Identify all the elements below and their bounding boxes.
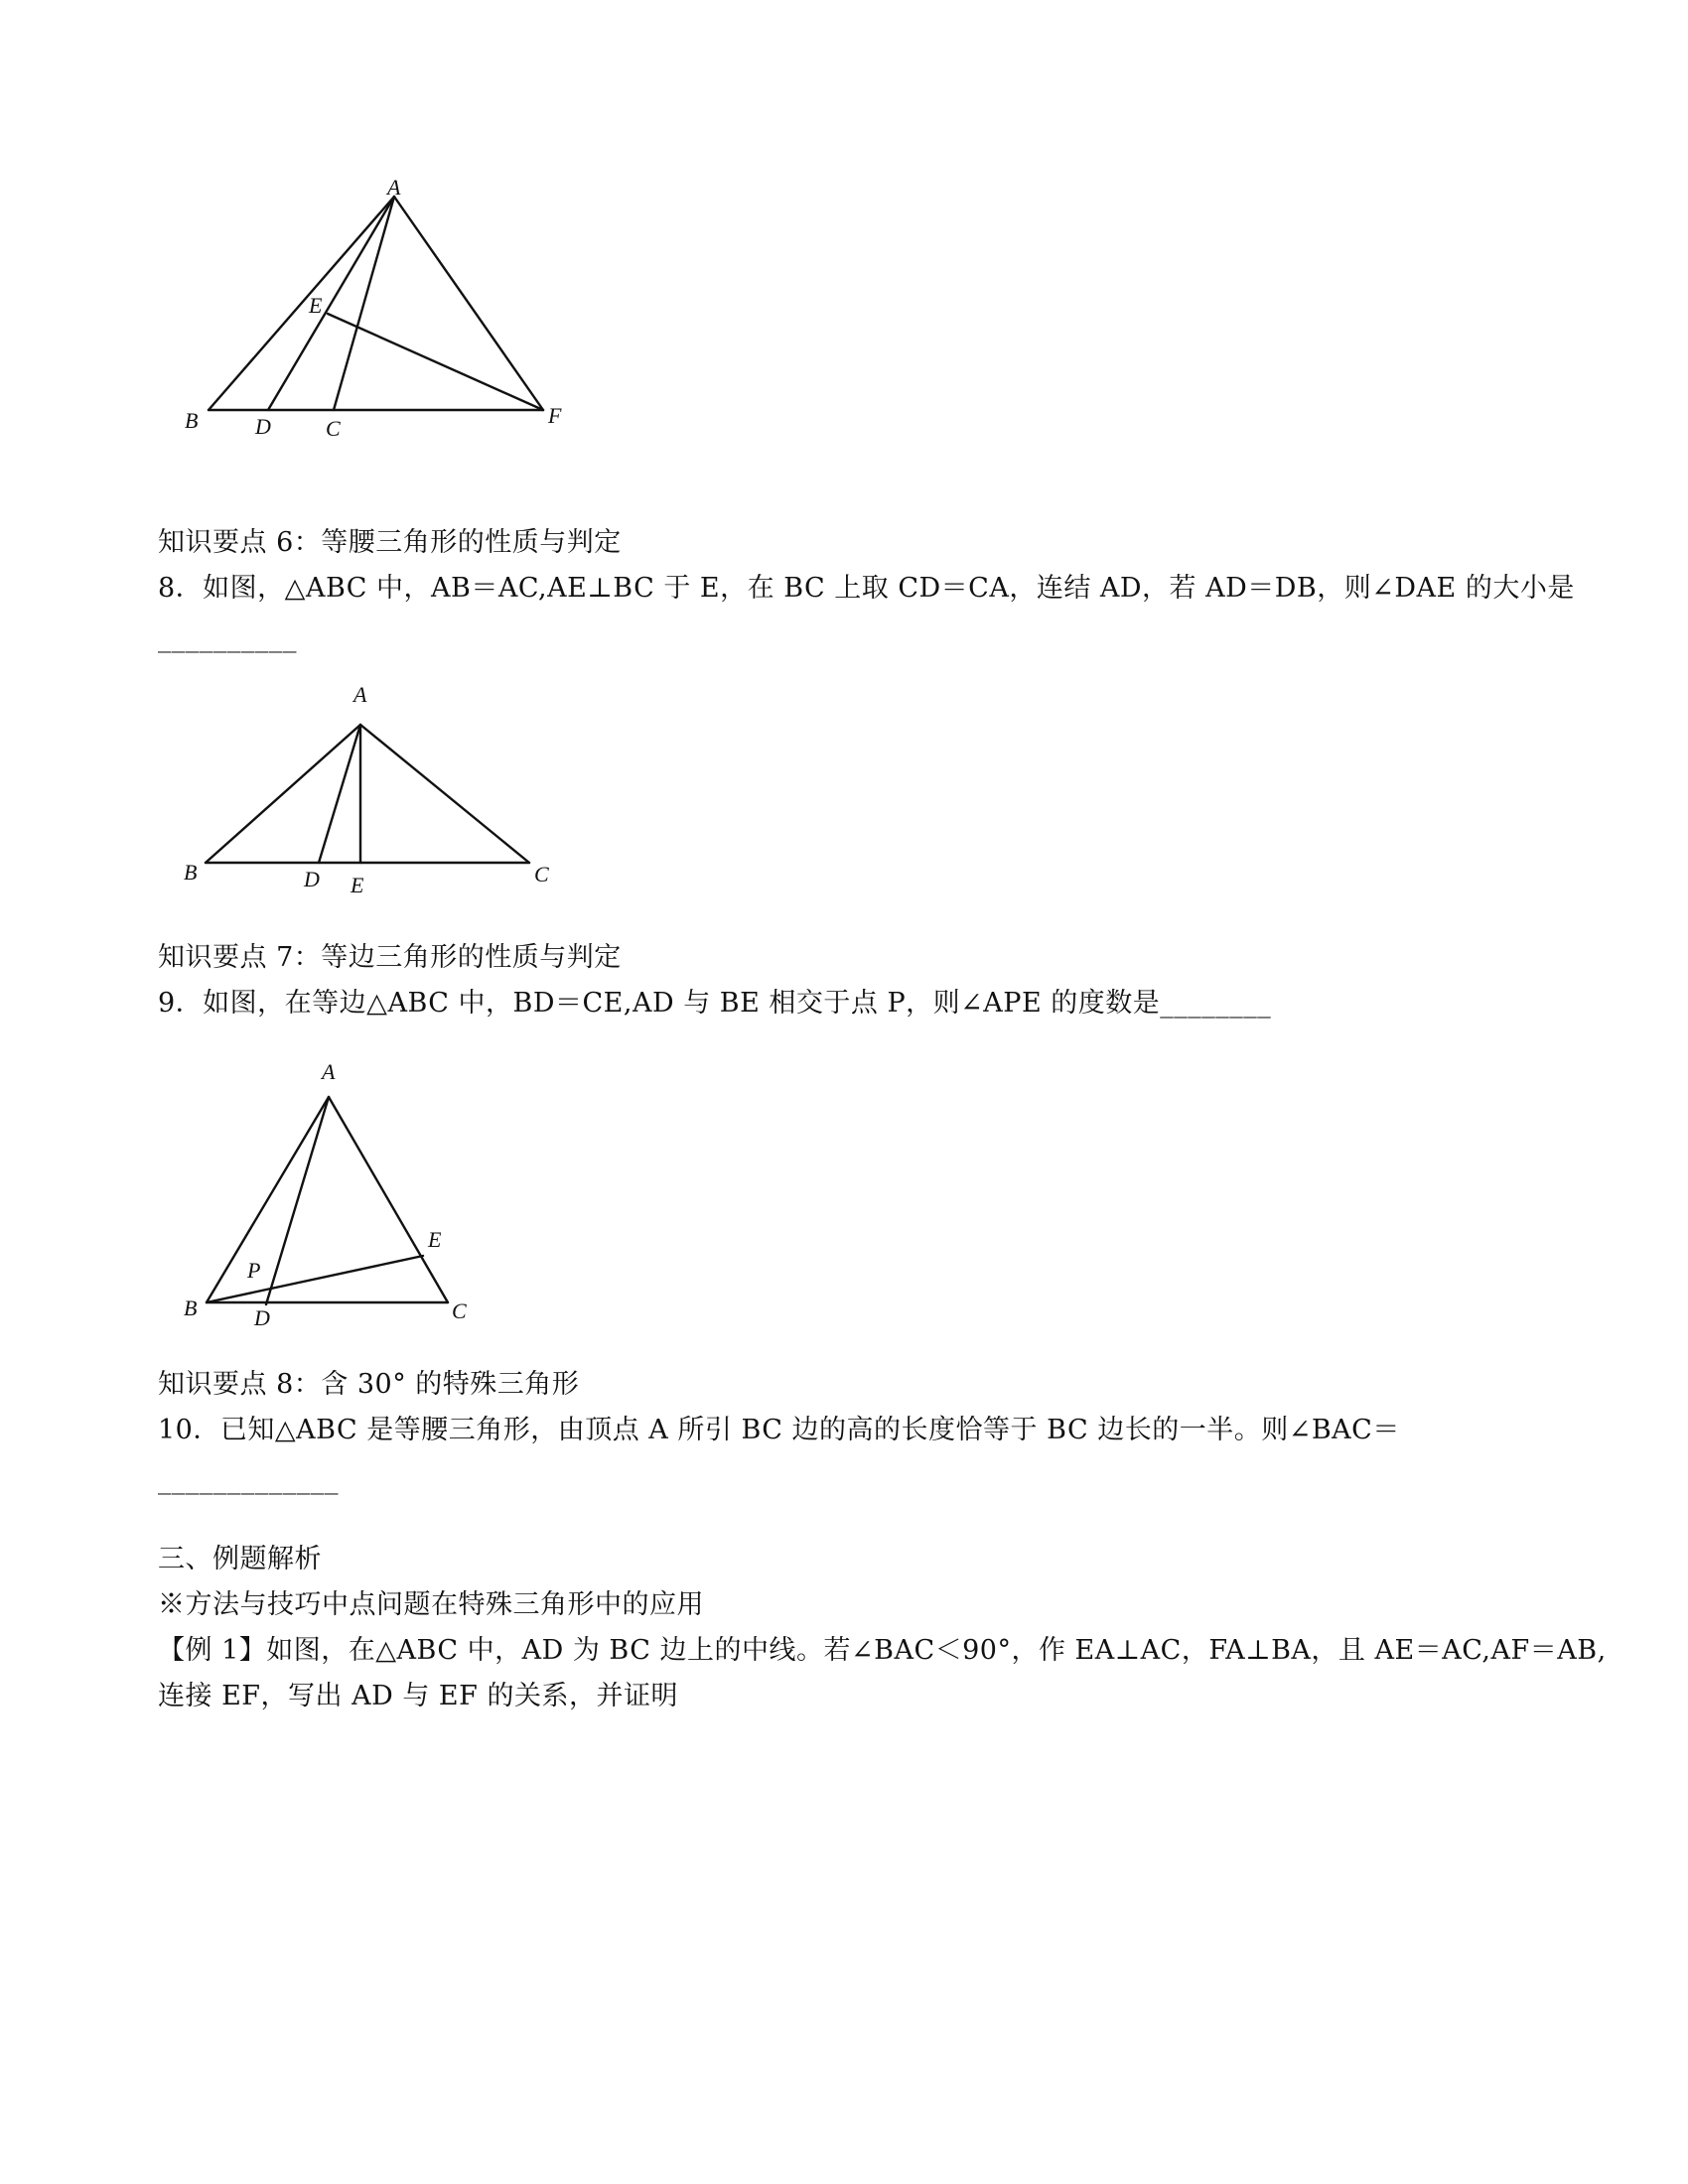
question-10-blank: _____________ [158,1464,339,1495]
segment-ac [334,197,394,410]
figure-1 [149,179,586,457]
segment-ad [268,197,394,410]
question-10-text: 10．已知△ABC 是等腰三角形，由顶点 A 所引 BC 边的高的长度恰等于 BC 边长的一半。则∠BAC＝ [158,1415,1400,1445]
label-e: E [309,293,323,318]
question-8-blank: __________ [158,622,297,653]
label-b: B [185,408,199,433]
label-f: F [548,403,562,428]
label-a: A [387,179,401,200]
question-9-text: 9．如图，在等边△ABC 中，BD＝CE,AD 与 BE 相交于点 P，则∠APE 的度数是________ [158,988,1272,1019]
label-d: D [254,1305,270,1330]
knowledge-point-7: 知识要点 7：等边三角形的性质与判定 [158,942,622,973]
label-d: D [304,867,320,891]
segment-ad [266,1097,329,1304]
label-a: A [322,1059,336,1084]
segment-ab [209,197,394,410]
segment-ac [360,725,529,863]
section-heading: 三、例题解析 [158,1544,322,1574]
method-heading: ※方法与技巧中点问题在特殊三角形中的应用 [158,1589,704,1620]
figure-2 [149,675,576,913]
label-d: D [255,414,271,439]
figure-3 [149,1047,506,1345]
label-e: E [428,1227,442,1252]
label-c: C [534,862,549,887]
example-1-text: 【例 1】如图，在△ABC 中，AD 为 BC 边上的中线。若∠BAC＜90°，作 EA⊥AC，FA⊥BA，且 AE＝AC,AF＝AB, [158,1635,1607,1666]
label-c: C [452,1298,467,1323]
label-e: E [351,873,364,897]
segment-ab [206,725,360,863]
example-1-text-cont: 连接 EF，写出 AD 与 EF 的关系，并证明 [158,1681,678,1711]
label-b: B [184,860,198,885]
knowledge-point-8: 知识要点 8：含 30° 的特殊三角形 [158,1369,580,1400]
knowledge-point-6: 知识要点 6：等腰三角形的性质与判定 [158,527,622,558]
label-c: C [326,416,341,441]
label-b: B [184,1296,198,1320]
label-p: P [247,1258,261,1283]
segment-ad [319,725,360,863]
segment-ab [207,1097,329,1302]
question-8-text: 8．如图，△ABC 中，AB＝AC,AE⊥BC 于 E，在 BC 上取 CD＝CA，连结 AD，若 AD＝DB，则∠DAE 的大小是 [158,573,1575,604]
label-a: A [353,682,367,707]
segment-be [207,1256,423,1302]
